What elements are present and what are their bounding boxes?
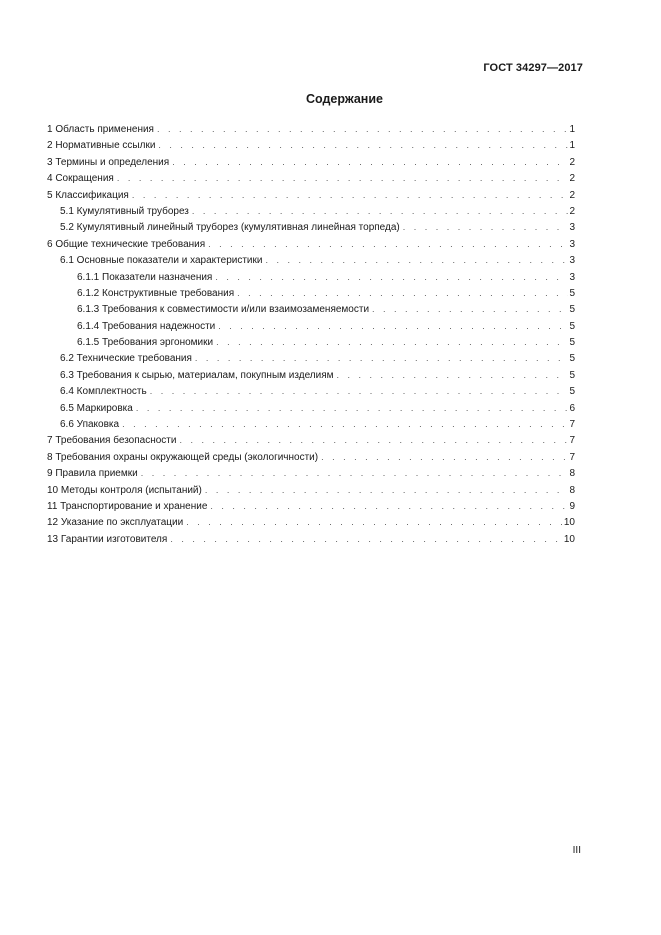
toc-entry[interactable] [47,137,575,153]
toc-dot-leader [195,350,569,366]
toc-entry[interactable] [47,252,575,268]
toc-dot-leader [179,432,568,448]
toc-entry-label: 7 Требования безопасности [47,435,177,447]
toc-entry[interactable] [47,269,575,285]
toc-dot-leader [186,514,563,530]
toc-dot-leader [237,285,568,301]
toc-dot-leader [372,301,568,317]
toc-entry-label: 13 Гарантии изготовителя [47,533,168,545]
table-of-contents [47,121,575,547]
toc-entry-page: 6 [569,402,575,414]
toc-entry[interactable] [47,367,575,383]
toc-entry-label: 2 Нормативные ссылки [47,140,156,152]
toc-entry-page: 2 [569,156,575,168]
toc-dot-leader [122,416,568,432]
toc-entry-page: 3 [569,271,575,283]
toc-entry[interactable] [47,203,575,219]
toc-entry-label: 1 Область применения [47,124,154,135]
toc-entry[interactable] [47,465,575,481]
toc-entry-label: 6.5 Маркировка [60,402,133,414]
toc-entry-page: 10 [563,517,575,529]
toc-entry-page: 9 [569,500,575,512]
toc-dot-leader [210,498,568,514]
toc-entry-label: 9 Правила приемки [47,468,138,480]
toc-entry-label: 6.1.5 Требования эргономики [77,337,214,349]
toc-dot-leader [215,269,568,285]
toc-entry-label: 10 Методы контроля (испытаний) [47,484,202,496]
toc-dot-leader [337,367,569,383]
toc-dot-leader [158,137,568,153]
toc-entry-page: 1 [569,140,575,152]
toc-dot-leader [321,449,568,465]
toc-dot-leader [205,482,569,498]
toc-entry[interactable] [47,334,575,350]
toc-entry-page: 5 [569,287,575,299]
toc-entry[interactable] [47,531,575,547]
toc-entry-page: 5 [569,353,575,365]
toc-entry[interactable] [47,498,575,514]
toc-entry-label: 12 Указание по эксплуатации [47,517,184,529]
toc-entry[interactable] [47,301,575,317]
toc-entry-label: 3 Термины и определения [47,156,170,168]
toc-entry-page: 7 [569,451,575,463]
toc-entry[interactable] [47,400,575,416]
toc-entry-page: 3 [569,238,575,250]
toc-entry[interactable] [47,432,575,448]
toc-entry[interactable] [47,285,575,301]
toc-entry-page: 5 [569,320,575,332]
toc-dot-leader [170,531,563,547]
toc-entry-label: 8 Требования охраны окружающей среды (экологичности) [47,451,319,463]
toc-entry-page: 8 [569,484,575,496]
toc-entry[interactable] [47,187,575,203]
toc-entry-label: 5.1 Кумулятивный труборез [60,205,189,217]
toc-entry-page: 8 [569,468,575,480]
toc-dot-leader [208,236,568,252]
toc-entry[interactable] [47,154,575,170]
toc-dot-leader [192,203,569,219]
toc-dot-leader [216,334,568,350]
page-number: III [572,845,581,856]
toc-entry-label: 11 Транспортирование и хранение [47,500,208,512]
toc-entry-label: 6.3 Требования к сырью, материалам, покупным изделиям [60,369,334,381]
toc-dot-leader [117,170,569,186]
toc-entry-label: 6.1 Основные показатели и характеристики [60,255,263,267]
toc-entry-page: 7 [569,435,575,447]
toc-entry-page: 7 [569,419,575,431]
toc-dot-leader [132,187,569,203]
toc-dot-leader [172,154,568,170]
toc-entry-page: 5 [569,304,575,316]
toc-entry[interactable] [47,236,575,252]
toc-entry-label: 6.1.4 Требования надежности [77,320,216,332]
toc-entry-label: 6.1.3 Требования к совместимости и/или взаимозаменяемости [77,304,370,316]
toc-entry-label: 6.4 Комплектность [60,386,147,398]
toc-dot-leader [218,318,568,334]
toc-entry-page: 5 [569,369,575,381]
toc-entry-page: 5 [569,337,575,349]
toc-dot-leader [403,219,569,235]
toc-entry-page: 3 [569,255,575,267]
toc-entry-page: 2 [569,173,575,185]
toc-dot-leader [157,121,568,137]
toc-entry-page: 2 [569,205,575,217]
toc-dot-leader [150,383,569,399]
toc-entry[interactable] [47,121,575,137]
toc-entry-label: 6.1.1 Показатели назначения [77,271,213,283]
document-standard-number: ГОСТ 34297—2017 [483,62,583,74]
toc-entry[interactable] [47,416,575,432]
toc-title: Содержание [305,92,383,106]
toc-entry-page: 10 [563,533,575,545]
toc-entry-label: 5.2 Кумулятивный линейный труборез (кумулятивная линейная торпеда) [60,222,400,234]
toc-dot-leader [141,465,569,481]
toc-dot-leader [265,252,568,268]
toc-entry[interactable] [47,482,575,498]
toc-entry-page: 1 [569,124,575,135]
toc-entry-label: 4 Сокращения [47,173,114,185]
toc-entry-label: 6 Общие технические требования [47,238,206,250]
toc-entry[interactable] [47,449,575,465]
toc-entry-page: 3 [569,222,575,234]
toc-entry[interactable] [47,170,575,186]
toc-dot-leader [136,400,569,416]
toc-entry[interactable] [47,219,575,235]
toc-entry-page: 5 [569,386,575,398]
toc-entry[interactable] [47,350,575,366]
toc-entry-label: 6.6 Упаковка [60,419,120,431]
toc-entry[interactable] [47,383,575,399]
toc-entry-label: 6.2 Технические требования [60,353,192,365]
toc-entry-label: 5 Классификация [47,189,129,201]
toc-entry[interactable] [47,514,575,530]
toc-entry-label: 6.1.2 Конструктивные требования [77,287,235,299]
toc-entry[interactable] [47,318,575,334]
toc-entry-page: 2 [569,189,575,201]
